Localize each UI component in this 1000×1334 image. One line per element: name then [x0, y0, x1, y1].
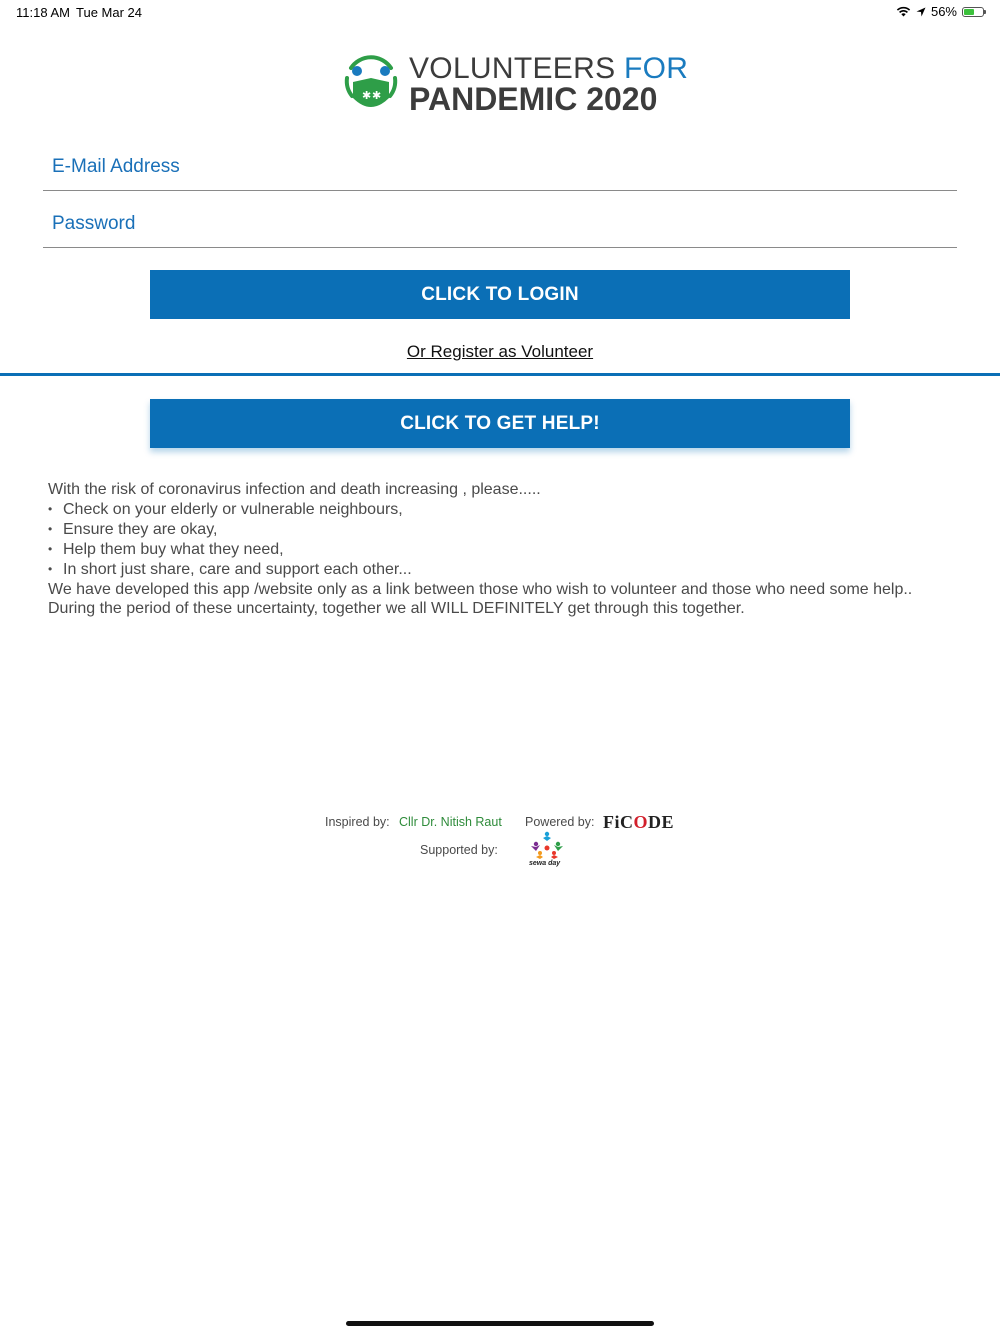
powered-by-label: Powered by: [525, 815, 595, 829]
battery-icon [962, 7, 984, 17]
info-bullet-list [48, 500, 948, 580]
battery-fill [964, 9, 974, 15]
login-button[interactable]: CLICK TO LOGIN [150, 270, 850, 319]
info-paragraph-app: We have developed this app /website only as a link between those who wish to volunteer and those who need some help.. [48, 580, 913, 598]
info-bullet: • Help them buy what they need, [48, 540, 948, 560]
ficode-logo-part: O [633, 812, 649, 832]
ficode-logo-part: C [620, 812, 634, 832]
info-bullet: • In short just share, care and support each other... [48, 560, 948, 580]
inspired-by-label: Inspired by: [325, 815, 390, 829]
mask-face-icon [343, 52, 399, 114]
svg-text:✱: ✱ [372, 89, 382, 102]
ficode-logo [603, 812, 674, 833]
ficode-logo-part: Fi [603, 812, 620, 832]
ficode-logo-part: DE [648, 812, 675, 832]
location-arrow-icon [916, 7, 926, 17]
logo-title-line2: PANDEMIC 2020 [409, 81, 658, 117]
status-time: 11:18 AM [16, 5, 70, 20]
password-input[interactable] [43, 201, 957, 247]
status-indicators [896, 4, 984, 19]
battery-percent: 56% [930, 4, 957, 19]
svg-text:✱: ✱ [362, 89, 372, 102]
supported-by-label: Supported by: [420, 843, 498, 857]
logo-word-volunteers: VOLUNTEERS [409, 52, 625, 85]
sewa-day-logo-text: sewa day [529, 860, 561, 867]
info-intro: With the risk of coronavirus infection and death increasing , please..... [48, 481, 541, 498]
register-volunteer-link-text[interactable]: Or Register as Volunteer [406, 342, 594, 361]
password-field-wrapper [43, 201, 957, 248]
register-volunteer-link[interactable] [0, 342, 1000, 362]
wifi-icon [896, 6, 911, 17]
info-paragraph-together: During the period of these uncertainty, together we all WILL DEFINITELY get through this together. [48, 600, 745, 618]
home-indicator[interactable] [346, 1321, 654, 1326]
info-bullet: • Ensure they are okay, [48, 520, 948, 540]
email-input[interactable] [43, 144, 957, 190]
status-date: Tue Mar 24 [76, 5, 142, 20]
get-help-button[interactable]: CLICK TO GET HELP! [150, 399, 850, 448]
info-text [48, 480, 948, 619]
section-divider [0, 373, 1000, 376]
info-bullet: • Check on your elderly or vulnerable neighbours, [48, 500, 948, 520]
inspired-by-name: Cllr Dr. Nitish Raut [399, 815, 502, 829]
status-bar [0, 0, 1000, 24]
email-field-wrapper [43, 144, 957, 191]
logo-word-for: FOR [624, 52, 689, 85]
app-logo [343, 52, 689, 118]
